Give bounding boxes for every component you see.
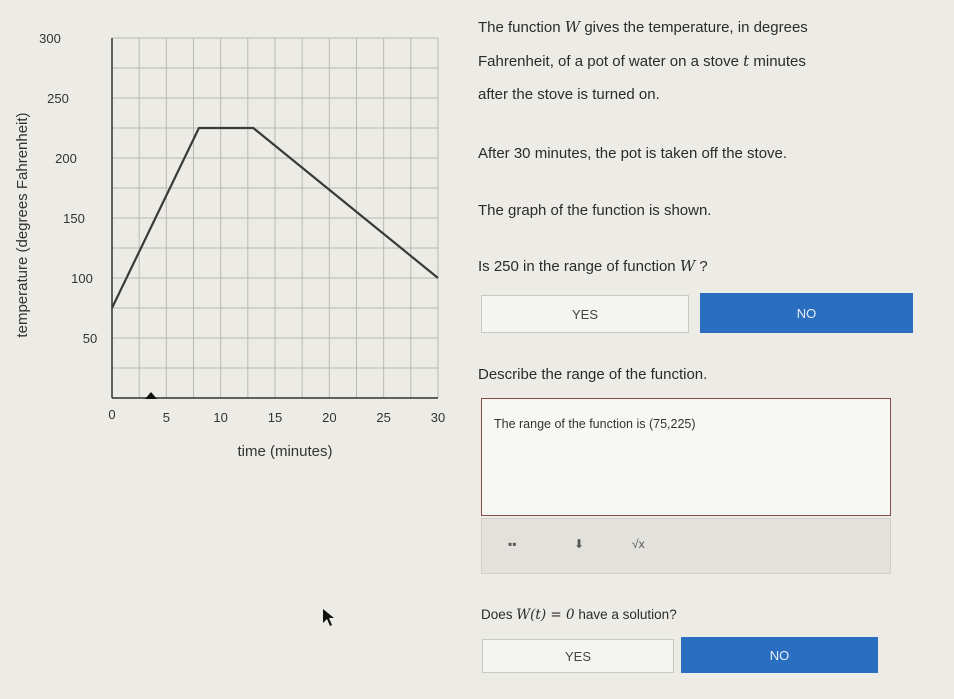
q1-yes-button[interactable]: YES [481,295,689,333]
question-3 [481,606,677,624]
question-text: Is 250 in the range of function [478,258,676,275]
x-tick-label: 10 [213,410,228,425]
x-tick-label: 25 [376,410,391,425]
function-var: W [564,18,581,36]
after-30-text: After 30 minutes, the pot is taken off the stove. [478,145,788,162]
chart-ticks [39,31,445,425]
question-1 [478,257,708,276]
keyboard-icon[interactable]: ▪▪ [508,537,517,551]
intro-text: minutes [753,53,806,70]
x-tick-label: 20 [322,410,337,425]
intro-text: gives the temperature, in degrees [584,19,808,36]
x-tick-label: 30 [430,410,446,425]
y-tick-label: 150 [63,211,85,226]
intro-line-1 [478,18,808,37]
x-axis-label: time (minutes) [237,443,333,460]
graph-shown-text: The graph of the function is shown. [478,202,712,219]
y-tick-label: 200 [55,151,77,166]
y-tick-label: 300 [39,31,61,46]
math-toolbar [481,518,891,574]
x-tick-label: 5 [162,410,170,425]
q3-yes-button[interactable]: YES [482,639,674,673]
q1-no-button[interactable]: NO [700,293,913,333]
intro-text: Fahrenheit, of a pot of water on a stove [478,53,739,70]
y-tick-label: 50 [82,331,98,346]
mouse-pointer-icon [322,608,342,630]
temperature-chart [0,0,465,470]
q3-no-button[interactable]: NO [681,637,878,673]
question-text: Does [481,607,513,622]
x-tick-label: 15 [267,410,283,425]
range-answer-box[interactable] [481,398,891,516]
function-var: W [679,257,696,275]
range-answer-text: The range of the function is (75,225) [494,417,696,431]
intro-line-3: after the stove is turned on. [478,86,660,103]
y-axis-label: temperature (degrees Fahrenheit) [14,112,31,338]
y-tick-label: 250 [47,91,69,106]
chart-grid [112,38,438,398]
insert-icon[interactable]: ⬇ [574,537,585,551]
sqrt-icon[interactable]: √x [632,537,645,551]
describe-range-text: Describe the range of the function. [478,366,708,383]
y-tick-label: 100 [71,271,93,286]
intro-text: The function [478,19,561,36]
cursor-icon [145,392,157,399]
question-text: have a solution? [578,607,677,622]
time-var: t [743,52,750,70]
origin-label: 0 [108,407,116,422]
question-mark: ? [699,258,708,275]
equation: W(t) = 0 [516,607,575,623]
intro-line-2 [478,52,806,71]
